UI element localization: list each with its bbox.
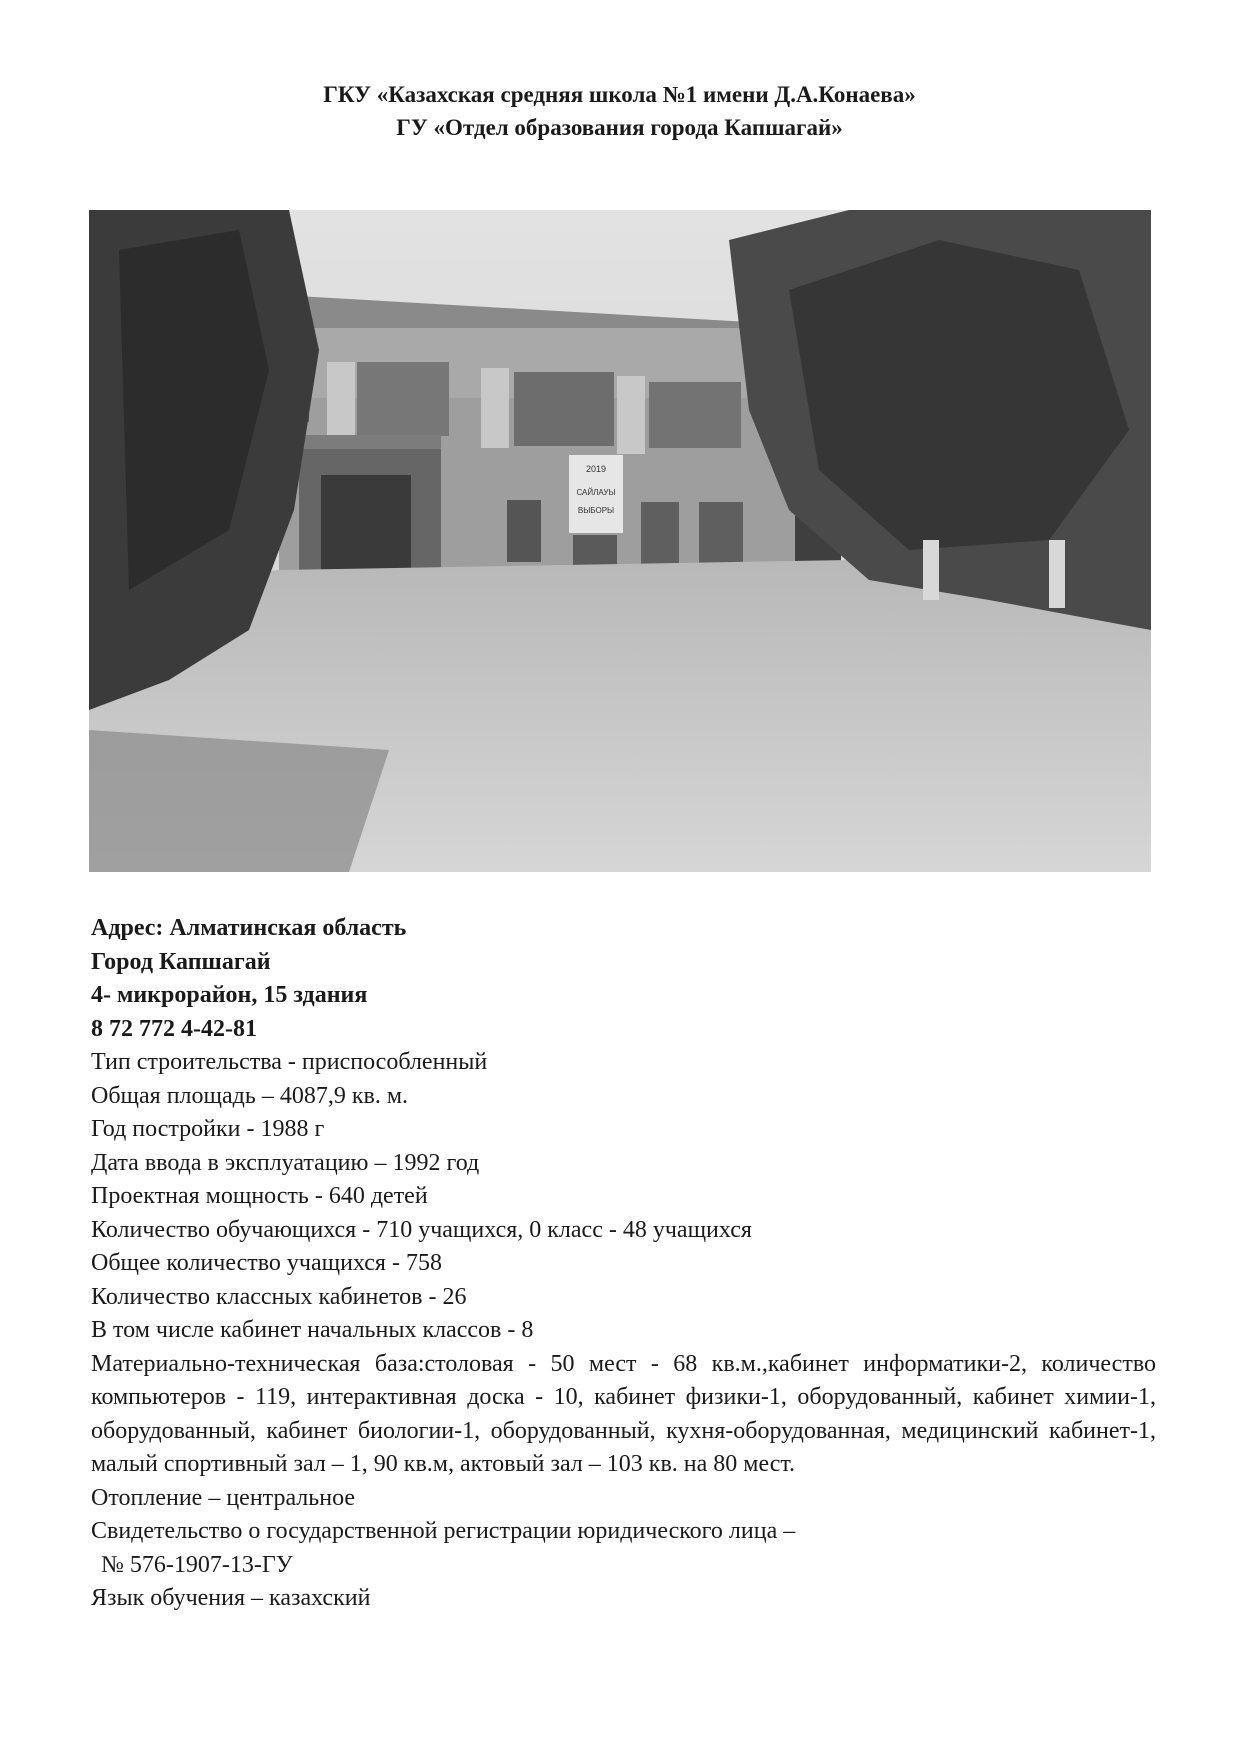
registration-certificate-number: № 576-1907-13-ГУ [101,1551,293,1578]
header-school-name: ГКУ «Казахская средняя школа №1 имени Д.А.Конаева» [323,82,916,107]
phone-number: 8 72 772 4-42-81 [91,1015,257,1042]
total-area: Общая площадь – 4087,9 кв. м. [91,1082,409,1109]
material-base-paragraph: Материально-техническая база:столовая - 50 мест - 68 кв.м.,кабинет информатики-2, количество компьютеров - 119, интерактивная доска - 10, кабинет физики-1, оборудованный, кабинет химии-1, оборудованный, кабинет биологии-1, оборудованный, кухня-оборудованная, медицинский кабинет-1, малый спортивный зал – 1, 90 кв.м, актовый зал – 103 кв. на 80 мест. [91,1350,1156,1477]
classroom-count: Количество классных кабинетов - 26 [91,1283,467,1310]
commissioning-date: Дата ввода в эксплуатацию – 1992 год [91,1149,480,1176]
design-capacity: Проектная мощность - 640 детей [91,1183,428,1209]
construction-type: Тип строительства - приспособленный [91,1049,488,1075]
banner-line2-text: ВЫБОРЫ [577,506,615,515]
heating-type: Отопление – центральное [91,1484,356,1511]
year-built: Год постройки - 1988 г [91,1116,325,1142]
banner-year-text: 2019 [585,464,607,474]
primary-classroom-count: В том числе кабинет начальных классов - 8 [91,1317,534,1343]
school-info [91,912,1156,1616]
address-line-region: Адрес: Алматинская область [91,915,407,941]
school-building-photo [89,210,1151,872]
student-count: Количество обучающихся - 710 учащихся, 0 класс - 48 учащихся [91,1216,752,1243]
language-of-instruction: Язык обучения – казахский [91,1585,371,1611]
address-line-city: Город Капшагай [91,948,271,975]
address-line-street: 4- микрорайон, 15 здания [91,982,368,1008]
document-header [0,78,1239,144]
banner-line1-text: САЙЛАУЫ [576,488,616,497]
header-department-name: ГУ «Отдел образования города Капшагай» [396,115,843,140]
total-student-count: Общее количество учащихся - 758 [91,1250,442,1276]
registration-certificate-label: Свидетельство о государственной регистрации юридического лица – [91,1518,796,1544]
